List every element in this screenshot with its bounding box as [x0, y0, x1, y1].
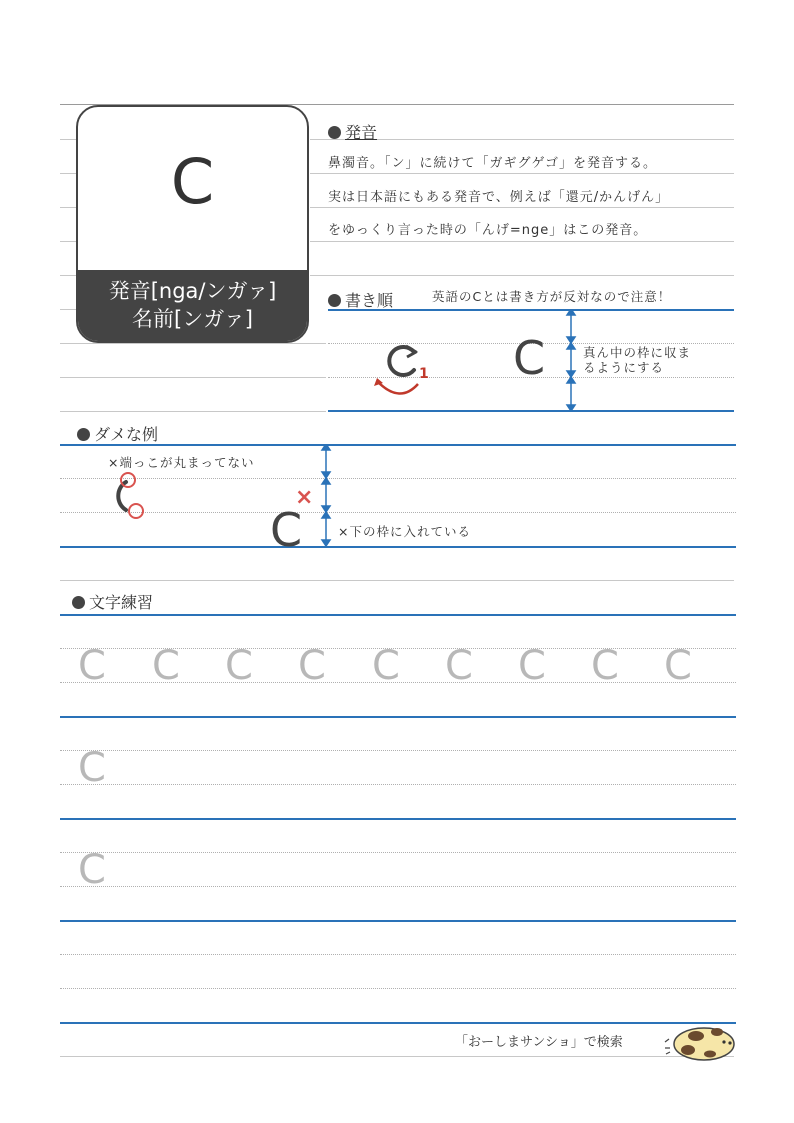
height-arrows-icon	[564, 309, 578, 411]
rule	[60, 275, 76, 276]
stroke-order-illustration	[366, 338, 446, 404]
guide-mid-line	[60, 852, 736, 853]
rule	[60, 580, 734, 581]
height-arrows-icon	[319, 444, 333, 546]
trace-letter: C	[664, 643, 692, 689]
guide-bottom-line	[60, 920, 736, 922]
bad-example-note-2: ×下の枠に入れている	[338, 524, 471, 539]
trace-letter: C	[518, 643, 546, 689]
footer-search-text: 「おーしまサンショ」で検索	[455, 1035, 623, 1050]
rule	[60, 377, 326, 378]
bad-example-2-letter: C	[270, 503, 303, 557]
guide-mid-line	[60, 750, 736, 751]
card-pronunciation: 発音[nga/ンガァ]	[108, 279, 277, 303]
bad-examples-heading: ダメな例	[77, 422, 158, 445]
rule	[60, 241, 76, 242]
card-letter: C	[170, 145, 215, 218]
practice-heading: 文字練習	[72, 590, 153, 613]
guide-top-line	[60, 614, 736, 616]
rule	[60, 139, 76, 140]
card-name: 名前[ンガァ]	[132, 307, 253, 331]
bullet-icon	[72, 596, 85, 609]
guide-bottom-line	[60, 1022, 736, 1024]
trace-letter: C	[445, 643, 473, 689]
bad-example-note-1: ×端っこが丸まってない	[108, 455, 255, 470]
rule	[310, 241, 734, 242]
trace-letter: C	[225, 643, 253, 689]
guide-top-line	[328, 309, 734, 311]
bullet-icon	[77, 428, 90, 441]
rule	[60, 343, 326, 344]
guide-bottom-line	[60, 818, 736, 820]
guide-mid-line	[60, 988, 736, 989]
guide-bottom-line	[328, 410, 734, 412]
trace-letter: C	[152, 643, 180, 689]
stroke-number: 1	[419, 366, 429, 382]
rule	[60, 173, 76, 174]
bullet-icon	[328, 294, 341, 307]
trace-letter: C	[372, 643, 400, 689]
bad-mark-icon: ×	[295, 485, 314, 510]
guide-mid-line	[60, 886, 736, 887]
rule	[60, 309, 76, 310]
bullet-icon	[328, 126, 341, 139]
pronunciation-line: 鼻濁音。「ン」に続けて「ガギグゲゴ」を発音する。	[328, 156, 657, 171]
mascot-icon	[662, 1016, 738, 1062]
guide-mid-line	[60, 512, 736, 513]
rule	[310, 173, 734, 174]
bad-example-1-illustration	[104, 470, 152, 522]
card-label	[78, 270, 307, 341]
guide-mid-line	[60, 954, 736, 955]
trace-letter: C	[591, 643, 619, 689]
guide-bottom-line	[60, 716, 736, 718]
rule	[310, 275, 734, 276]
trace-letter: C	[78, 745, 106, 791]
rule	[60, 207, 76, 208]
guide-top-line	[60, 444, 736, 446]
pronunciation-heading: 発音	[328, 120, 377, 143]
rule	[60, 1056, 734, 1057]
trace-letter: C	[78, 643, 106, 689]
pronunciation-line: をゆっくり言った時の「んげ=nge」はこの発音。	[328, 223, 648, 238]
stroke-order-heading: 書き順	[328, 288, 393, 311]
rule	[60, 411, 326, 412]
guide-bottom-line	[60, 546, 736, 548]
trace-letter: C	[298, 643, 326, 689]
guide-mid-line	[60, 478, 736, 479]
guide-mid-line	[60, 784, 736, 785]
rule	[310, 207, 734, 208]
stroke-side-note: 真ん中の枠に収ま るようにする	[583, 345, 692, 375]
pronunciation-line: 実は日本語にもある発音で、例えば「還元/かんげん」	[328, 190, 670, 205]
letter-card	[76, 105, 309, 343]
stroke-order-note: 英語のCとは書き方が反対なので注意！	[432, 289, 672, 304]
trace-letter: C	[78, 847, 106, 893]
stroke-example-letter: C	[513, 331, 546, 385]
